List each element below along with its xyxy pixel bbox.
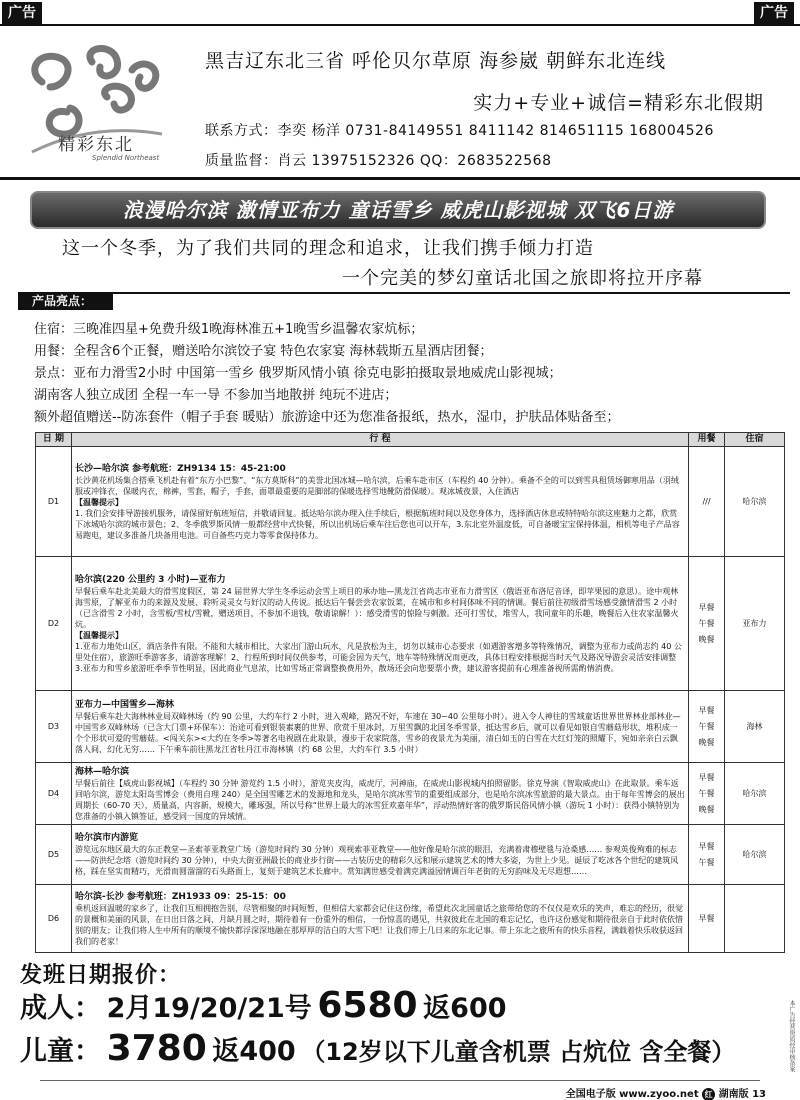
- day-label: D5: [36, 825, 72, 885]
- day-text: 游览远东地区最大的东正教堂—圣索菲亚教堂广场（游览时间约 30 分钟）观视索菲亚教堂——他好像是哈尔滨的眼泪，充满着肃穆壁毯与沧桑感…… 参观英俊殉难的标志——防洪纪念塔（游览时间约 30 分钟），中央大街亚洲最长的商业步行街——古装历史的精彩久远和展示建筑艺术的博大多姿，为世上少见。诞辰了吃冰各个世纪的建筑风格，踩在坚实而精巧，光滑而圆溜溜的石头路面上，复刻于建筑艺术长廊中。赏知满世感受着满克满溢园情调百年老街的无穷韵味及无尽遐想……: [75, 845, 679, 876]
- table-row: [36, 825, 785, 885]
- header-contact: 联系方式：李奕 杨洋 0731-84149551 8411142 814651115 168004526: [205, 123, 714, 139]
- col-day-header: 日 期: [36, 433, 72, 447]
- adult-dates: 2月19/20/21号: [106, 993, 312, 1024]
- day-title: 长沙—哈尔滨 参考航班：ZH9134 15：45-21:00: [75, 463, 286, 474]
- day-label: D2: [36, 557, 72, 691]
- day-text: 早餐后乘车赴大海林林业局双峰林场（约 90 公里，大约车行 2 小时，进入观峰，路况不好，车速在 30~40 公里每小时）。进入令人神往的雪域童话世界世界林业部林业—中国雪乡双峰林场（已含大门票+环保车）：治途可看到银装素裹的世界、欣赏千里冰封，万里雪飘的北国冬季雪景，抵达雪乡后，就可以看见如银自雪蘑菇形状，堆积成一个个形状可爱的雪蘑菇。<闯关东><大约在冬季>等著名电视剧在此取景，漫步于农家院落，雪乡的夜景尤为美丽，清白如玉的白雪在大红灯笼的照耀下，宛如亲亲白云飘落人间，幻化无穷…… 下午乘车前往黑龙江省牡丹江市海林镇（约 68 公里，大约车行 3.5 小时）: [75, 711, 681, 754]
- day-title: 海林—哈尔滨: [75, 766, 130, 777]
- highlight-meals: 用餐：全程含6个正餐，赠送哈尔滨饺子宴 特色农家宴 海林载斯五星酒店团餐；: [34, 344, 493, 359]
- day-meal: 早餐 午餐 晚餐: [689, 691, 725, 763]
- adult-price: 6580: [317, 985, 418, 1026]
- day-text: 长沙黄花机场集合搭乘飞机赴有着“东方小巴黎”、“东方莫斯科”的美誉北国冰城—哈尔滨，后乘车赴市区（车程约 40 分钟）。乘备不全的可以到雪具租赁场御寒用品（羽绒服或冲锋衣，保暖内衣，棉裤，雪套，帽子，手套，面罩最重要的是脚部的保暖选择雪地靴防滑保暖）。观冰城夜景，入住酒店: [75, 475, 679, 496]
- brand-subtitle: Splendid Northeast: [92, 154, 160, 162]
- day-label: D6: [36, 885, 72, 953]
- child-note: （12岁以下儿童含机票 占炕位 含全餐）: [301, 1038, 736, 1066]
- day-tip: 1. 我们会安排导游接机服务，请保留好航班短信，并敬请回复。抵达哈尔滨办理入住手续后，根据航班时间以及您身体力，选择酒店休息或特特哈尔滨这座魅力之都，欣赏下冰城哈尔滨的城市景色；2、冬季俄罗斯风情一般都经营中式快餐，所以出机场后乘车往后您也可以开车，3.东北室外温度低，可自备暖宝宝保持体温，相机等电子产品容易跑电，建议多准备几块备用电池。可自备些巧克力等零食保持体力。: [75, 508, 680, 540]
- day-hotel: 哈尔滨: [725, 825, 785, 885]
- footer-rule: [40, 1080, 760, 1081]
- highlights-rule: [18, 292, 790, 294]
- col-hotel-header: 住宿: [725, 433, 785, 447]
- itinerary-table: [35, 432, 785, 953]
- day-hotel: 海林: [725, 691, 785, 763]
- day-label: D4: [36, 763, 72, 825]
- highlight-gifts: 额外超值赠送--防冻套件（帽子手套 暖贴）旅游途中还为您准备报纸，热水，湿巾，护肤品体贴备至；: [34, 410, 620, 425]
- table-row: [36, 447, 785, 557]
- adult-label: 成人：: [20, 993, 101, 1024]
- day-content: [72, 691, 689, 763]
- day-content: [72, 885, 689, 953]
- day-title: 亚布力—中国雪乡—海林: [75, 699, 175, 710]
- footer-page-number: 13: [752, 1089, 766, 1100]
- day-meal: ///: [689, 447, 725, 557]
- day-text: 乘机返回温暖的家乡了，让我们互相拥抱告别，尽管相聚的时间短暂，但相信大家都会记住这份缘，希望此次北国童话之旅带给您的不仅仅是欢乐的笑声，难忘的经历，很觉的景概和美丽的风景，在日出日落之间，月缺月圆之时，期待着有一份重外的相信，一份惊喜的遇见，共叙彼此在北国的难忘记忆，也许这份感觉和期待很亲自于此时依依惜别的朋友；让我们将人生中所有的顺境不愉快都浮深深地融在那厚厚的洁白的大雪下吧！让我们带上几日来的东北记事。带上东北之旅所有的快乐音程，满载着快乐收获返回我们的老家！: [75, 903, 683, 946]
- intro-line-1: 这一个冬季，为了我们共同的理念和追求，让我们携手倾力打造: [62, 238, 594, 259]
- highlights-label: 产品亮点：: [18, 292, 113, 310]
- day-meal: 早餐: [689, 885, 725, 953]
- day-meal: 早餐 午餐 晚餐: [689, 557, 725, 691]
- day-hotel: 亚布力: [725, 557, 785, 691]
- header-routes: 黑吉辽东北三省 呼伦贝尔草原 海参崴 朝鲜东北连线: [205, 50, 667, 72]
- col-meal-header: 用餐: [689, 433, 725, 447]
- header-quality: 质量监督：肖云 13975152326 QQ：2683522568: [205, 153, 552, 169]
- day-label: D3: [36, 691, 72, 763]
- side-note: 本广告经营资质经审核备案: [788, 1000, 795, 1072]
- day-title: 哈尔滨(220 公里约 3 小时)—亚布力: [75, 574, 226, 585]
- adult-price-line: [20, 985, 507, 1026]
- day-text: 早餐后前往【威虎山影视城】（车程约 30 分钟 游览约 1.5 小时），游览夹皮沟，威虎厅，河神庙，在威虎山影视城内拍照留影。徐克导演《智取威虎山》在此取景。乘车返回哈尔滨，游览太阳岛雪博会（费用自理 240）是全国雪雕艺术的发源地和龙头，是哈尔滨冰雪节的重要组成部分，也是哈尔滨冰雪旅游的最大景点。由于每年雪博会的展出周期长（60-70 天），质量高，内容新，规模大，雕琢强，所以号称“世界上最大的冰雪狂欢嘉年华”，浮动热情好客的俄罗斯民俗风情小镇（游玩 1 小时）：获得小镇特别为您准备的小镇入镇签证，感受同一国度的异域情。: [75, 778, 685, 821]
- table-row: [36, 763, 785, 825]
- footer-site: 全国电子版 www.zyoo.net: [565, 1089, 699, 1100]
- footer-circle-badge: 红: [702, 1088, 715, 1100]
- child-price: 3780: [106, 1028, 207, 1069]
- top-rule: [0, 24, 800, 26]
- day-hotel: [725, 885, 785, 953]
- brand-name: 精彩东北: [58, 135, 134, 155]
- highlight-sights: 景点：亚布力滑雪2小时 中国第一雪乡 俄罗斯风情小镇 徐克电影拍摄取景地威虎山影视城；: [34, 366, 562, 381]
- day-text: 早餐后乘车赴北美最大的滑雪度假区，第 24 届世界大学生冬季运动会雪上项目的承办地—黑龙江省尚志市亚布力滑雪区（俄语亚布洛尼音译，即苹果园的意思）。途中观林海雪原，了解亚布力的来源及发展、聆听灵灵女与好汉的动人传说。抵达后午餐尝尝农家饭菜，在城市和乡村间体味不同的情调。餐后前往初级滑雪场感受激情滑雪 2 小时（已含滑雪 2 小时，含雪板/雪杖/雪靴，赠送项目，不参加不退钱，敬请谅解！）：感受滑雪的惊险与刺激。还可打雪仗，堆雪人，我同童年的乐趣，晚餐后入住农家温馨火炕。: [75, 586, 679, 629]
- child-label: 儿童：: [20, 1036, 101, 1067]
- highlight-lodging: 住宿：三晚准四星+免费升级1晚海林准五+1晚雪乡温馨农家炕标；: [34, 322, 424, 337]
- header-rule: [0, 177, 800, 180]
- day-meal: 早餐 午餐 晚餐: [689, 763, 725, 825]
- child-price-line: [20, 1028, 735, 1069]
- adult-rebate: 返600: [423, 993, 507, 1024]
- day-content: [72, 825, 689, 885]
- day-label: D1: [36, 447, 72, 557]
- table-row: [36, 691, 785, 763]
- day-content: [72, 447, 689, 557]
- ad-label-left: 广告: [2, 2, 42, 24]
- itinerary-header-row: [36, 433, 785, 447]
- day-meal: 早餐 午餐: [689, 825, 725, 885]
- header-slogan: 实力+专业+诚信=精彩东北假期: [473, 92, 764, 114]
- day-tip-label: 【温馨提示】: [75, 497, 123, 507]
- day-tip: 1.亚布力地处山区，酒店条件有限。不能和大城市相比，大家出门游山玩水，凡是放松为主，切勿以城市心态要求（如遇游客增多等特殊情况，调整为亚布力或尚志约 40 公里处住宿），旅游旺季游客多，请游客理解！2、行程所到时间仅供参考，可能会因为天气，地车等特殊情况而更改，具体日程安排根据当时天气及路况导游会灵活安排调整 3.亚布力和雪乡旅游旺季季节性明显，因此商业气息浓，比如雪场正常调整换费用外，散场还会向您要票小费，建议游客提前有心理准备视所需酌情消费。: [75, 641, 682, 673]
- ad-label-right: 广告: [754, 2, 794, 24]
- day-hotel: 哈尔滨: [725, 447, 785, 557]
- intro-line-2: 一个完美的梦幻童话北国之旅即将拉开序幕: [342, 268, 703, 289]
- tour-banner-title: 浪漫哈尔滨 激情亚布力 童话雪乡 威虎山影视城 双飞6日游: [30, 191, 766, 229]
- day-hotel: 哈尔滨: [725, 763, 785, 825]
- day-tip-label: 【温馨提示】: [75, 630, 123, 640]
- col-content-header: 行 程: [72, 433, 689, 447]
- highlight-group: 湖南客人独立成团 全程一车一导 不参加当地散拼 纯玩不进店；: [34, 388, 398, 403]
- table-row: [36, 885, 785, 953]
- day-title: 哈尔滨-长沙 参考航班：ZH1933 09：25-15：00: [75, 891, 286, 902]
- day-title: 哈尔滨市内游览: [75, 833, 139, 843]
- schedule-label: 发班日期报价：: [20, 963, 182, 988]
- child-rebate: 返400: [212, 1036, 296, 1067]
- day-content: [72, 763, 689, 825]
- footer: [566, 1085, 766, 1100]
- table-row: [36, 557, 785, 691]
- footer-edition: 湖南版: [718, 1089, 749, 1100]
- day-content: [72, 557, 689, 691]
